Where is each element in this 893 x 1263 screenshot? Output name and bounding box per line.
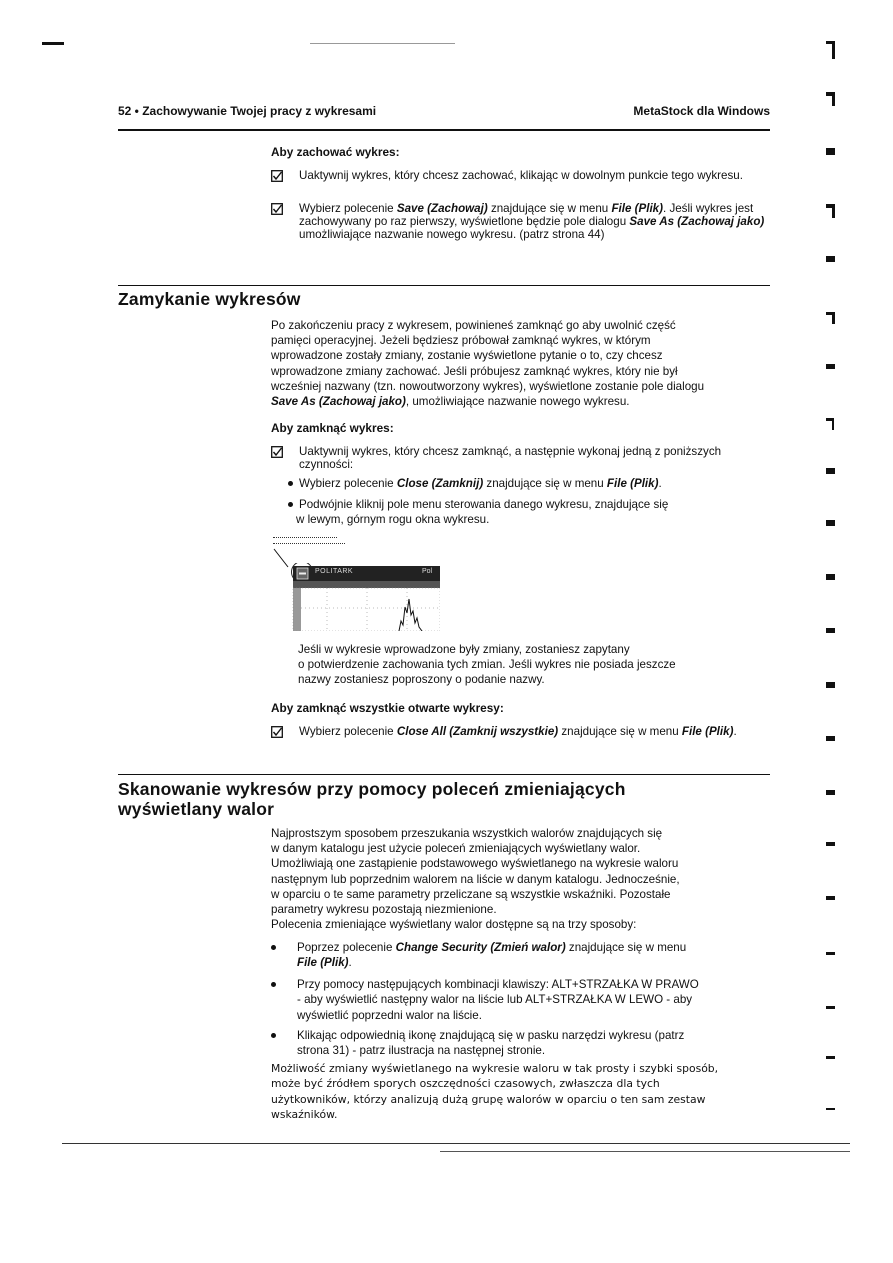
window-title-right-text: Pol <box>422 568 433 575</box>
file-menu-ref: File (Plik) <box>297 956 349 970</box>
save-as-command: Save As (Zachowaj jako) <box>629 214 765 228</box>
save-step-2-text: Wybierz polecenie Save (Zachowaj) znajdujące się w menu File (Plik). Jeśli wykres jest zachowywany po raz pierwszy, wyświetlone będzie pole dialogu Save As (Zachowaj jako) umożliwiające nazwanie nowego wykresu. (patrz strona 44) <box>299 202 765 241</box>
chart-window-illustration <box>287 563 440 631</box>
close-all-command: Close All (Zamknij wszystkie) <box>396 725 559 738</box>
checkbox-icon <box>271 203 283 215</box>
close-note-paragraph: Jeśli w wykresie wprowadzone były zmiany, zostaniesz zapytany o potwierdzenie zachowania tych zmian. Jeśli wykres nie posiada jeszcze nazwy zostaniesz poproszony o podanie nazwy. <box>298 643 676 687</box>
close-option-2: Podwójnie kliknij pole menu sterowania danego wykresu, znajdujące się w lewym, górnym rogu okna wykresu. <box>287 497 767 528</box>
close-intro-paragraph: Po zakończeniu pracy z wykresem, powinieneś zamknąć go aby uwolnić część pamięci operacyjnej. Jeżeli będziesz próbował zamknąć wykres, w którym wprowadzone zostały zmiany, zostanie wyświetlone pytanie o to, czy chcesz wprowadzone zmiany zachować. Jeśli próbujesz zamknąć wykres, który nie był wcześniej nazwany (tzn. nowoutworzony wykres), wyświetlone zostanie pole dialogu Save As (Zachowaj jako), umożliwiające nazwanie nowego wykresu. <box>271 319 705 409</box>
close-all-step-text: Wybierz polecenie Close All (Zamknij wszystkie) znajdujące się w menu File (Plik). <box>299 725 737 738</box>
scan-mark-top-left <box>42 42 64 45</box>
change-security-command: Change Security (Zmień walor) <box>395 941 566 954</box>
save-heading: Aby zachować wykres: <box>271 145 400 159</box>
section-title-close: Zamykanie wykresów <box>118 289 301 309</box>
scan-method-1: Poprzez polecenie Change Security (Zmień walor) znajdujące się w menu File (Plik). <box>271 940 771 971</box>
scan-line-top <box>310 43 455 44</box>
file-menu-ref: File (Plik) <box>611 202 663 215</box>
bullet-icon <box>271 982 276 987</box>
checkbox-icon <box>271 446 283 458</box>
save-command: Save (Zachowaj) <box>396 202 488 215</box>
section-rule-1 <box>118 285 770 286</box>
header-book-title: MetaStock dla Windows <box>633 104 770 118</box>
header-page-title: 52 • Zachowywanie Twojej pracy z wykresami <box>118 104 377 118</box>
bullet-icon <box>288 502 293 507</box>
page-header <box>118 104 770 124</box>
close-option-1: Wybierz polecenie Close (Zamknij) znajdujące się w menu File (Plik). <box>287 476 767 491</box>
checkbox-icon <box>271 726 283 738</box>
header-rule <box>118 129 770 131</box>
scan-line-bottom-1 <box>62 1143 850 1144</box>
file-menu-ref: File (Plik) <box>606 477 659 490</box>
chart-window-figure <box>287 563 440 631</box>
close-all-heading: Aby zamknąć wszystkie otwarte wykresy: <box>271 701 504 715</box>
bullet-icon <box>288 481 293 486</box>
close-heading: Aby zamknąć wykres: <box>271 421 394 435</box>
scan-method-3: Klikając odpowiednią ikonę znajdującą się w pasku narzędzi wykresu (patrz strona 31) - patrz ilustracja na następnej stronie. <box>271 1028 771 1059</box>
close-step-1-text: Uaktywnij wykres, który chcesz zamknąć, a następnie wykonaj jedną z poniższych czynności: <box>299 445 722 471</box>
bullet-icon <box>271 1033 276 1038</box>
scan-line-bottom-2 <box>440 1151 850 1152</box>
section-title-scan: Skanowanie wykresów przy pomocy poleceń zmieniających wyświetlany walor <box>118 779 626 819</box>
close-command: Close (Zamknij) <box>396 477 484 490</box>
scan-method-2: Przy pomocy następujących kombinacji klawiszy: ALT+STRZAŁKA W PRAWO - aby wyświetlić następny walor na liście lub ALT+STRZAŁKA W LEWO - aby wyświetlić poprzedni walor na liście. <box>271 977 771 1023</box>
bullet-icon <box>271 945 276 950</box>
file-menu-ref: File (Plik) <box>681 725 734 738</box>
scan-closing-paragraph: Możliwość zmiany wyświetlanego na wykresie waloru w tak prosty i szybki sposób, może być źródłem sporych oszczędności czasowych, zwłaszcza dla tych użytkowników, którzy analizują dużą grupę walorów w oparciu o ten sam zestaw wskaźników. <box>271 1062 719 1121</box>
section-rule-2 <box>118 774 770 775</box>
checkbox-icon <box>271 170 283 182</box>
save-step-1-text: Uaktywnij wykres, który chcesz zachować, klikając w dowolnym punkcie tego wykresu. <box>299 169 743 182</box>
window-title-text: POLITARK <box>315 568 354 575</box>
save-as-command: Save As (Zachowaj jako) <box>271 395 406 409</box>
scan-intro-paragraph: Najprostszym sposobem przeszukania wszystkich walorów znajdujących się w danym katalogu jest użycie poleceń zmieniających wyświetlany walor. Umożliwiają one zastąpienie podstawowego wyświetlanego na wykresie waloru następnym lub poprzednim walorem na liście w danym katalogu. Jednocześnie, w oparciu o te same parametry przeliczane są wszystkie wskaźniki. Pozostałe parametry wykresu pozostają niezmienione. Polecenia zmieniające wyświetlany walor dostępne są na trzy sposoby: <box>271 827 680 932</box>
